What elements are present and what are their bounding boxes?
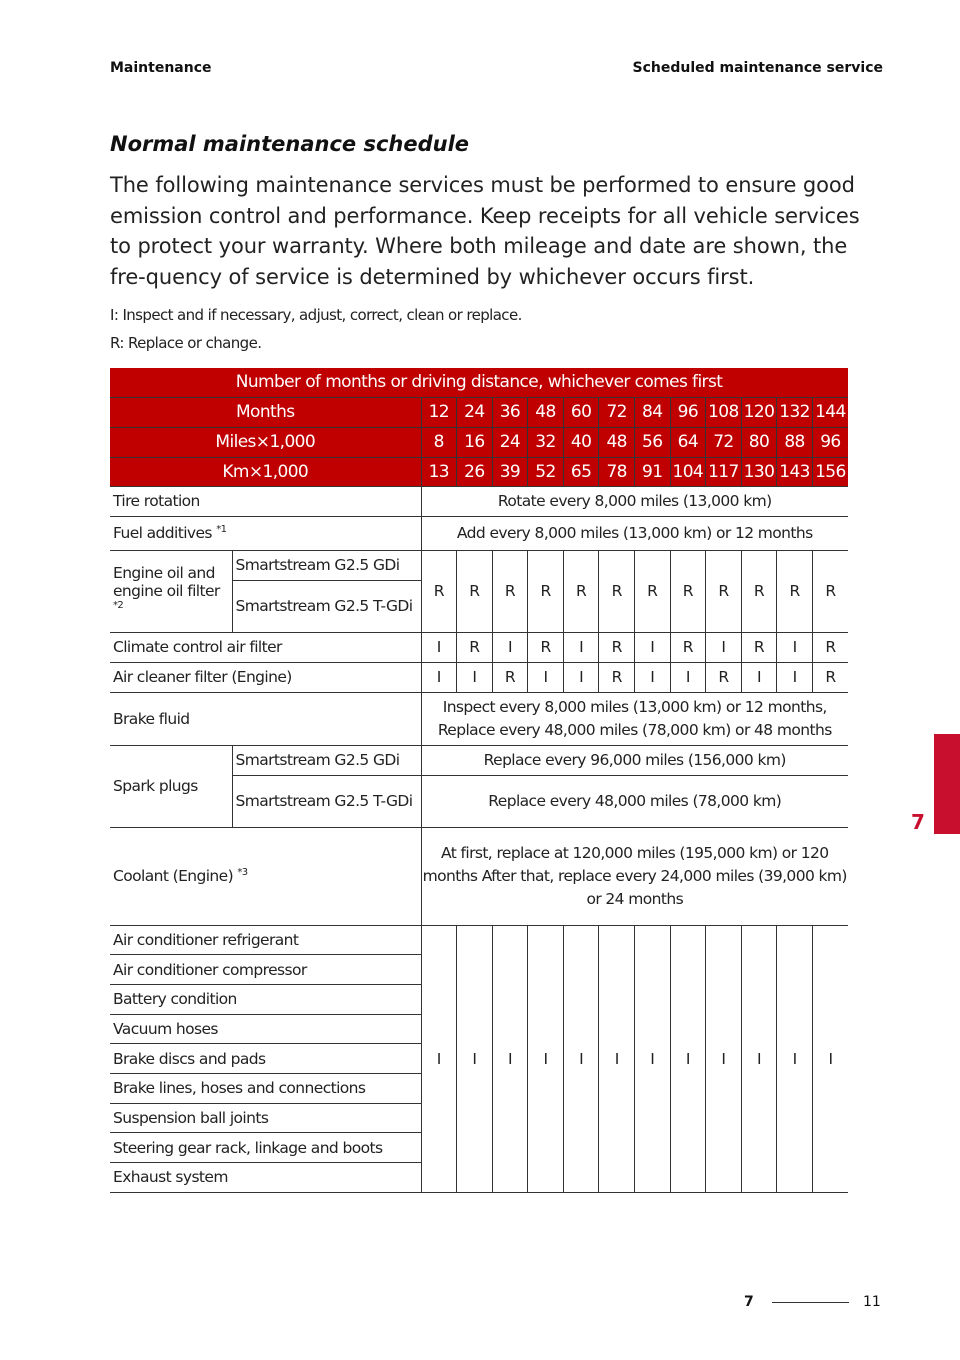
interval-value: 80 <box>741 427 777 457</box>
table-row <box>110 745 848 775</box>
schedule-cell: I <box>777 662 813 692</box>
interval-value: 16 <box>457 427 493 457</box>
schedule-text: Add every 8,000 miles (13,000 km) or 12 months <box>421 516 848 550</box>
item-name: Climate control air filter <box>113 638 282 656</box>
interval-value: 144 <box>812 397 848 427</box>
table-row <box>110 457 848 486</box>
item-label: Steering gear rack, linkage and boots <box>110 1133 421 1163</box>
schedule-cell: I <box>634 925 670 1192</box>
item-name: Air cleaner filter (Engine) <box>113 668 292 686</box>
interval-value: 13 <box>421 457 457 486</box>
schedule-cell: R <box>599 550 635 632</box>
schedule-cell: R <box>599 632 635 662</box>
item-label: Vacuum hoses <box>110 1014 421 1044</box>
chapter-side-tab <box>934 734 960 834</box>
table-row <box>110 516 848 550</box>
table-row <box>110 692 848 745</box>
schedule-cell: I <box>706 632 742 662</box>
interval-value: 32 <box>528 427 564 457</box>
interval-value: 12 <box>421 397 457 427</box>
intro-paragraph: The following maintenance services must be performed to ensure good emission control and performance. Keep receipts for all vehicle services to protect your warranty. Where both mileage and date are shown, the fre-quency of service is determined by whichever occurs first. <box>110 173 860 289</box>
table-row <box>110 632 848 662</box>
item-name: Spark plugs <box>113 777 198 795</box>
schedule-cell: I <box>421 925 457 1192</box>
engine-variant: Smartstream G2.5 T-GDi <box>232 580 421 632</box>
item-label <box>110 662 421 692</box>
item-name: Fuel additives <box>113 524 212 543</box>
schedule-cell: R <box>457 550 493 632</box>
table-row <box>110 925 848 955</box>
table-row <box>110 827 848 925</box>
interval-value: 72 <box>599 397 635 427</box>
engine-variant: Smartstream G2.5 GDi <box>232 550 421 580</box>
schedule-cell: I <box>706 925 742 1192</box>
schedule-cell: R <box>741 550 777 632</box>
chapter-side-number: 7 <box>911 810 925 834</box>
interval-value: 26 <box>457 457 493 486</box>
section-header: Maintenance <box>110 60 212 76</box>
interval-value: 8 <box>421 427 457 457</box>
item-label: Suspension ball joints <box>110 1103 421 1133</box>
schedule-cell: I <box>670 925 706 1192</box>
interval-value: 104 <box>670 457 706 486</box>
schedule-cell: R <box>457 632 493 662</box>
item-label: Brake lines, hoses and connections <box>110 1073 421 1103</box>
engine-variant: Smartstream G2.5 T-GDi <box>232 775 421 827</box>
table-row <box>110 427 848 457</box>
schedule-cell: I <box>777 632 813 662</box>
interval-value: 24 <box>492 427 528 457</box>
footer-divider <box>772 1302 849 1303</box>
item-label: Battery condition <box>110 984 421 1014</box>
schedule-cell: I <box>528 662 564 692</box>
schedule-cell: R <box>528 632 564 662</box>
item-label: Brake discs and pads <box>110 1044 421 1074</box>
item-label <box>110 486 421 516</box>
interval-value: 48 <box>599 427 635 457</box>
schedule-cell: I <box>812 925 848 1192</box>
item-label: Air conditioner refrigerant <box>110 925 421 955</box>
schedule-cell: I <box>563 632 599 662</box>
interval-value: 48 <box>528 397 564 427</box>
page-title: Normal maintenance schedule <box>110 132 470 156</box>
schedule-text: Replace every 96,000 miles (156,000 km) <box>421 745 848 775</box>
schedule-cell: I <box>741 662 777 692</box>
item-label <box>110 550 232 632</box>
item-label: Air conditioner compressor <box>110 955 421 985</box>
maintenance-schedule-table <box>110 368 848 1193</box>
table-row <box>110 368 848 397</box>
footnote-ref: *3 <box>237 866 248 878</box>
schedule-cell: I <box>563 662 599 692</box>
schedule-cell: R <box>421 550 457 632</box>
schedule-cell: I <box>634 632 670 662</box>
interval-value: 96 <box>670 397 706 427</box>
schedule-cell: R <box>706 662 742 692</box>
schedule-cell: I <box>670 662 706 692</box>
interval-label: Months <box>110 397 421 427</box>
schedule-cell: R <box>670 632 706 662</box>
schedule-cell: R <box>741 632 777 662</box>
item-name: Coolant (Engine) <box>113 867 234 886</box>
interval-label: Km×1,000 <box>110 457 421 486</box>
interval-value: 84 <box>634 397 670 427</box>
interval-value: 56 <box>634 427 670 457</box>
schedule-cell: I <box>634 662 670 692</box>
schedule-cell: R <box>777 550 813 632</box>
interval-value: 52 <box>528 457 564 486</box>
schedule-cell: I <box>563 925 599 1192</box>
schedule-cell: R <box>670 550 706 632</box>
item-label <box>110 745 232 827</box>
interval-value: 88 <box>777 427 813 457</box>
footnote-ref: *2 <box>113 599 124 611</box>
item-name: Engine oil and engine oil filter <box>113 563 220 600</box>
schedule-cell: R <box>563 550 599 632</box>
interval-value: 117 <box>706 457 742 486</box>
schedule-text: Replace every 48,000 miles (78,000 km) <box>421 775 848 827</box>
schedule-cell: I <box>421 632 457 662</box>
legend-inspect: I: Inspect and if necessary, adjust, correct, clean or replace. <box>110 306 522 324</box>
schedule-cell: R <box>812 550 848 632</box>
schedule-cell: R <box>634 550 670 632</box>
item-name: Tire rotation <box>113 492 200 510</box>
schedule-cell: R <box>706 550 742 632</box>
interval-value: 60 <box>563 397 599 427</box>
interval-value: 64 <box>670 427 706 457</box>
schedule-text: Inspect every 8,000 miles (13,000 km) or 12 months, Replace every 48,000 miles (78,000 km) or 48 months <box>421 692 848 745</box>
table-row <box>110 662 848 692</box>
interval-value: 91 <box>634 457 670 486</box>
interval-value: 120 <box>741 397 777 427</box>
item-label <box>110 632 421 662</box>
engine-variant: Smartstream G2.5 GDi <box>232 745 421 775</box>
interval-value: 24 <box>457 397 493 427</box>
item-label <box>110 827 421 925</box>
interval-value: 36 <box>492 397 528 427</box>
schedule-cell: R <box>812 632 848 662</box>
schedule-cell: I <box>421 662 457 692</box>
interval-value: 130 <box>741 457 777 486</box>
interval-label: Miles×1,000 <box>110 427 421 457</box>
item-label: Exhaust system <box>110 1163 421 1193</box>
footnote-ref: *1 <box>216 523 227 535</box>
schedule-text: At first, replace at 120,000 miles (195,000 km) or 120 months After that, replace every 24,000 miles (39,000 km) or 24 months <box>421 827 848 925</box>
interval-value: 108 <box>706 397 742 427</box>
interval-value: 156 <box>812 457 848 486</box>
schedule-cell: R <box>812 662 848 692</box>
interval-value: 40 <box>563 427 599 457</box>
interval-value: 39 <box>492 457 528 486</box>
schedule-cell: I <box>599 925 635 1192</box>
topic-header: Scheduled maintenance service <box>632 60 883 76</box>
schedule-cell: I <box>457 925 493 1192</box>
item-name: Brake fluid <box>113 709 190 728</box>
table-title: Number of months or driving distance, whichever comes first <box>110 368 848 397</box>
interval-value: 65 <box>563 457 599 486</box>
item-label <box>110 692 421 745</box>
legend-replace: R: Replace or change. <box>110 334 262 352</box>
interval-value: 96 <box>812 427 848 457</box>
schedule-cell: R <box>492 662 528 692</box>
interval-value: 132 <box>777 397 813 427</box>
schedule-text: Rotate every 8,000 miles (13,000 km) <box>421 486 848 516</box>
schedule-cell: I <box>492 925 528 1192</box>
schedule-cell: I <box>741 925 777 1192</box>
interval-value: 78 <box>599 457 635 486</box>
table-row <box>110 550 848 580</box>
schedule-cell: R <box>492 550 528 632</box>
schedule-cell: I <box>777 925 813 1192</box>
schedule-cell: R <box>528 550 564 632</box>
schedule-cell: R <box>599 662 635 692</box>
schedule-cell: I <box>492 632 528 662</box>
item-label <box>110 516 421 550</box>
footer-chapter: 7 <box>744 1294 754 1310</box>
interval-value: 72 <box>706 427 742 457</box>
schedule-cell: I <box>457 662 493 692</box>
table-row <box>110 397 848 427</box>
footer-page-number: 11 <box>863 1294 881 1310</box>
interval-value: 143 <box>777 457 813 486</box>
schedule-cell: I <box>528 925 564 1192</box>
table-row <box>110 486 848 516</box>
